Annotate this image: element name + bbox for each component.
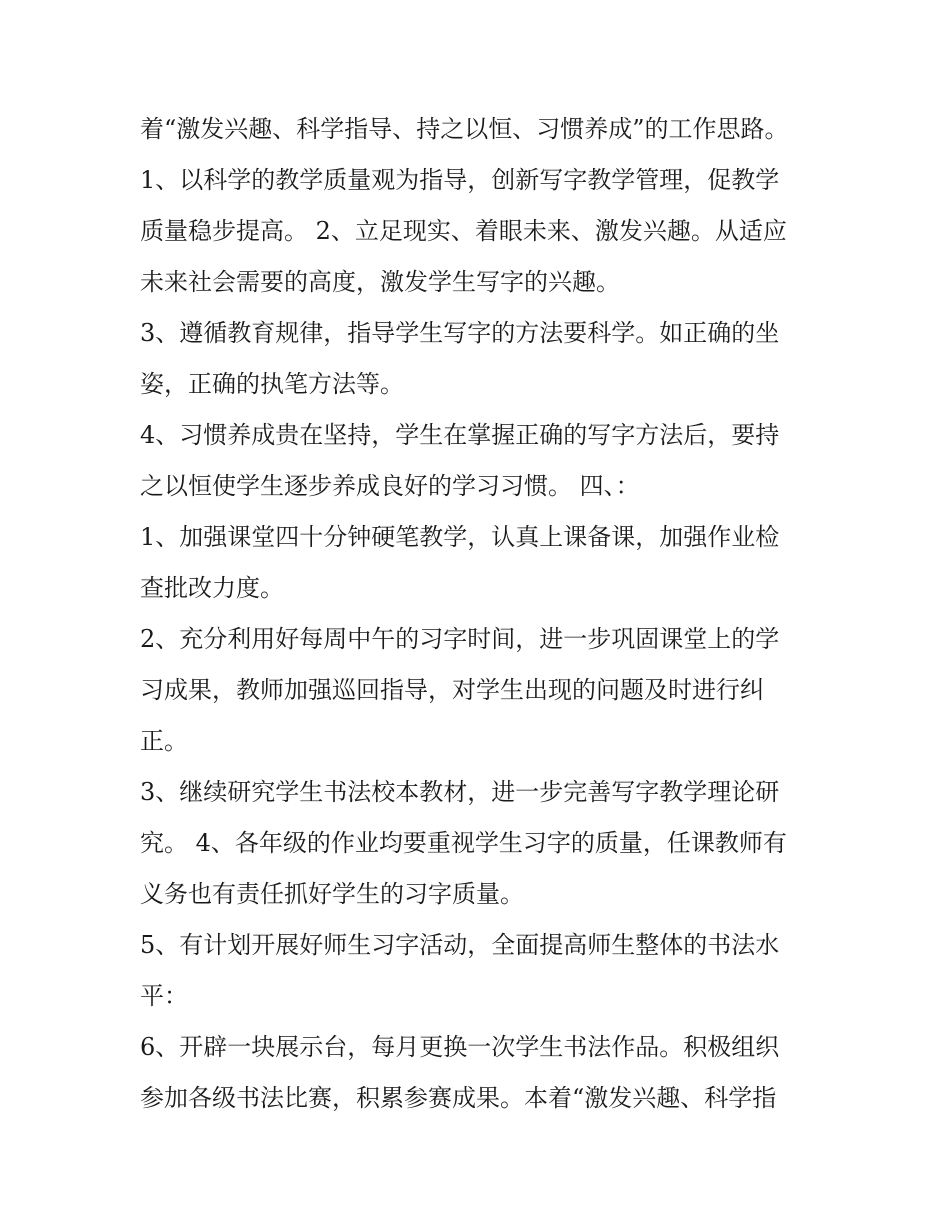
text-line: 参加各级书法比赛，积累参赛成果。本着“激发兴趣、科学指 [140,1084,777,1112]
document-body [140,104,820,1124]
text-line: 1、以科学的教学质量观为指导，创新写字教学管理，促教学 [140,166,780,194]
text-line: 查批改力度。 [140,574,284,602]
text-line: 2、充分利用好每周中午的习字时间，进一步巩固课堂上的学 [140,625,780,653]
text-line: 姿，正确的执笔方法等。 [140,370,404,398]
text-line: 着“激发兴趣、科学指导、持之以恒、习惯养成”的工作思路。 [140,115,789,143]
text-line: 正。 [140,727,188,755]
text-line: 未来社会需要的高度，激发学生写字的兴趣。 [140,268,620,296]
text-line: 5、有计划开展好师生习字活动，全面提高师生整体的书法水 [140,931,780,959]
text-line: 3、遵循教育规律，指导学生写字的方法要科学。如正确的坐 [140,319,780,347]
text-line: 之以恒使学生逐步养成良好的学习习惯。 四、： [140,472,640,500]
text-line: 1、加强课堂四十分钟硬笔教学，认真上课备课，加强作业检 [140,523,780,551]
text-line: 3、继续研究学生书法校本教材，进一步完善写字教学理论研 [140,778,780,806]
text-line: 究。 4、各年级的作业均要重视学生习字的质量，任课教师有 [140,829,787,857]
text-line: 4、习惯养成贵在坚持，学生在掌握正确的写字方法后，要持 [140,421,780,449]
text-line: 质量稳步提高。 2、立足现实、着眼未来、激发兴趣。从适应 [140,217,787,245]
text-line: 义务也有责任抓好学生的习字质量。 [140,880,524,908]
text-line: 习成果，教师加强巡回指导，对学生出现的问题及时进行纠 [140,676,764,704]
text-line: 6、开辟一块展示台，每月更换一次学生书法作品。积极组织 [140,1033,780,1061]
text-line: 平： [140,982,188,1010]
